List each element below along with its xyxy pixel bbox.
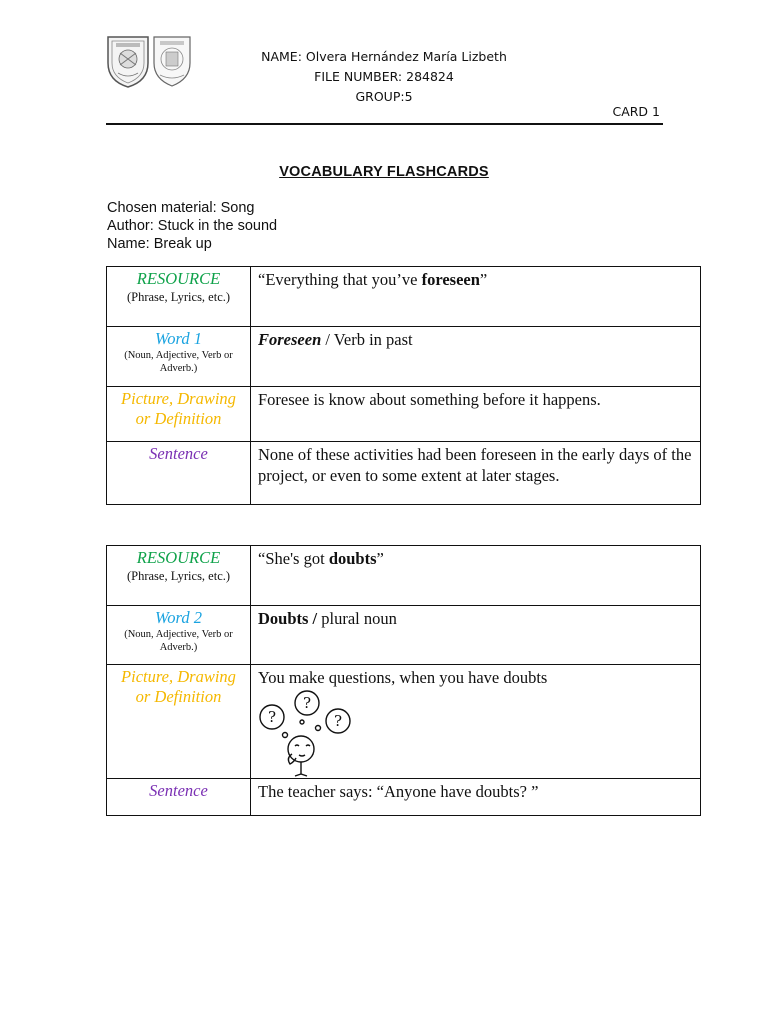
card-label: CARD 1: [612, 104, 660, 119]
file-number: FILE NUMBER: 284824: [314, 69, 454, 84]
author: Author: Stuck in the sound: [107, 218, 278, 234]
word-value: [251, 606, 701, 665]
school-crest-logo: [148, 33, 196, 89]
definition-row: [107, 665, 701, 779]
word-label-cell: [107, 327, 251, 387]
picture-label-cell: [107, 665, 251, 779]
word-type: plural noun: [317, 609, 397, 628]
svg-text:?: ?: [333, 712, 343, 730]
sentence-label: Sentence: [149, 444, 208, 463]
thinking-person-icon: [258, 690, 358, 778]
header-divider: [106, 123, 663, 125]
sentence-row: [107, 779, 701, 816]
resource-row: [107, 267, 701, 327]
word-label-cell: [107, 606, 251, 665]
picture-label-cell: [107, 387, 251, 442]
word-type-sublabel: (Noun, Adjective, Verb or Adverb.): [124, 629, 233, 653]
resource-label: RESOURCE: [136, 269, 221, 288]
resource-close-quote: ”: [479, 270, 488, 289]
sentence-row: [107, 442, 701, 505]
word-label: Word 1: [155, 329, 202, 348]
sentence-label-cell: [107, 442, 251, 505]
university-crest-logo: [104, 33, 152, 89]
definition-value: [251, 665, 701, 779]
word-label: Word 2: [155, 608, 202, 627]
resource-label-cell: [107, 546, 251, 606]
chosen-material: Chosen material: Song: [107, 200, 255, 216]
resource-value: [251, 267, 701, 327]
resource-text: “Everything that you’ve: [258, 270, 422, 289]
word-type: / Verb in past: [321, 330, 413, 349]
sentence-label: Sentence: [149, 781, 208, 800]
word-term: Foreseen: [258, 330, 322, 349]
sentence-value: None of these activities had been foreseen in the early days of the project, or even to some extent at later stages.: [251, 442, 701, 505]
sentence-value: The teacher says: “Anyone have doubts? ”: [251, 779, 701, 816]
material-info: [107, 199, 277, 253]
word-term: Doubts /: [258, 609, 318, 628]
picture-label-line1: Picture, Drawing: [121, 667, 236, 686]
resource-text: “She's got: [258, 549, 329, 568]
group-number: GROUP:5: [355, 89, 413, 104]
resource-label: RESOURCE: [136, 548, 221, 567]
svg-text:?: ?: [267, 708, 277, 726]
svg-text:?: ?: [302, 694, 312, 712]
resource-sublabel: (Phrase, Lyrics, etc.): [126, 290, 231, 304]
document-title: VOCABULARY FLASHCARDS: [279, 164, 489, 180]
resource-sublabel: (Phrase, Lyrics, etc.): [126, 569, 231, 583]
picture-label-line1: Picture, Drawing: [121, 389, 236, 408]
flashcard-1: [106, 266, 701, 505]
picture-label-line2: or Definition: [135, 409, 222, 428]
sentence-label-cell: [107, 779, 251, 816]
student-name: NAME: Olvera Hernández María Lizbeth: [261, 49, 507, 64]
resource-keyword: foreseen: [421, 270, 480, 289]
word-row: [107, 327, 701, 387]
word-value: [251, 327, 701, 387]
picture-label-line2: or Definition: [135, 687, 222, 706]
resource-value: [251, 546, 701, 606]
song-name: Name: Break up: [107, 236, 212, 252]
definition-text: You make questions, when you have doubts: [258, 668, 548, 687]
student-info: [250, 47, 518, 107]
resource-close-quote: ”: [376, 549, 384, 568]
word-row: [107, 606, 701, 665]
resource-row: [107, 546, 701, 606]
resource-label-cell: [107, 267, 251, 327]
definition-row: [107, 387, 701, 442]
resource-keyword: doubts: [328, 549, 377, 568]
definition-value: Foresee is know about something before it happens.: [251, 387, 701, 442]
flashcard-2: [106, 545, 701, 816]
word-type-sublabel: (Noun, Adjective, Verb or Adverb.): [124, 350, 233, 374]
